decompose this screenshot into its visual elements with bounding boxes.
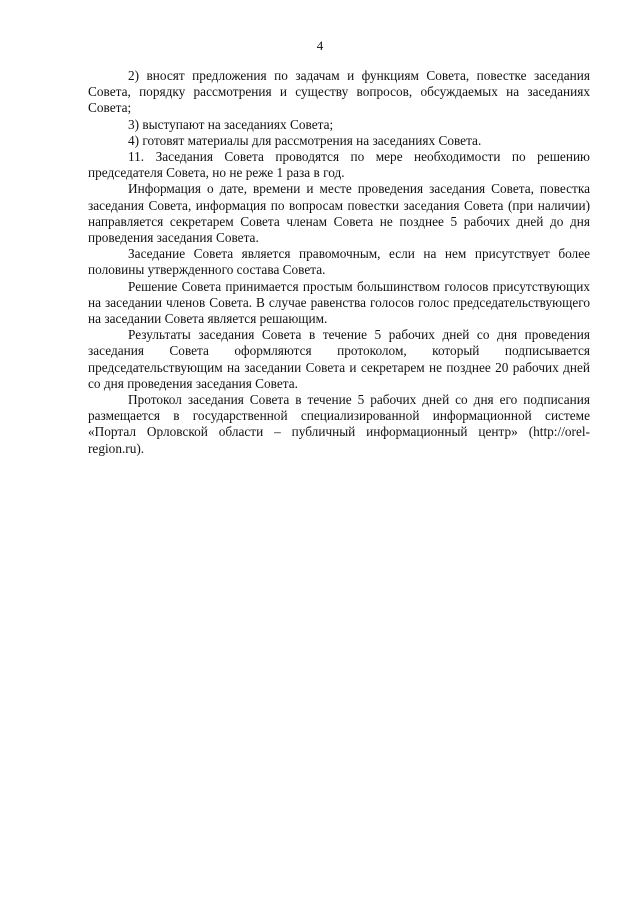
paragraph-clause-11: 11. Заседания Совета проводятся по мере необходимости по решению председателя Совета, но не реже 1 раза в год. (88, 149, 590, 181)
paragraph-item-3: 3) выступают на заседаниях Совета; (128, 116, 334, 132)
paragraph-decision: Решение Совета принимается простым большинством голосов присутствующих на заседании членов Совета. В случае равенства голосов голос председательствующего на заседании Совета является решающим. (88, 278, 590, 327)
document-body (88, 68, 590, 457)
paragraph-quorum: Заседание Совета является правомочным, если на нем присутствует более половины утвержденного состава Совета. (88, 246, 590, 278)
paragraph-results-protocol: Результаты заседания Совета в течение 5 рабочих дней со дня проведения заседания Совета оформляются протоколом, который подписывается председательствующим на заседании Совета и секретарем не позднее 20 рабочих дней со дня проведения заседания Совета. (88, 327, 590, 391)
paragraph-meeting-notice: Информация о дате, времени и месте проведения заседания Совета, повестка заседания Совета, информация по вопросам повестки заседания Совета (при наличии) направляется секретарем Совета членам Совета не позднее 5 рабочих дней до дня проведения заседания Совета. (88, 181, 590, 246)
page-number: 4 (316, 38, 324, 53)
paragraph-item-4: 4) готовят материалы для рассмотрения на заседаниях Совета. (128, 132, 482, 148)
paragraph-protocol-publication: Протокол заседания Совета в течение 5 рабочих дней со дня его подписания размещается в государственной специализированной информационной системе «Портал Орловской области – публичный информационный центр» (http://orel-region.ru). (88, 392, 590, 456)
paragraph-item-2: 2) вносят предложения по задачам и функциям Совета, повестке заседания Совета, порядку рассмотрения и существу вопросов, обсуждаемых на заседаниях Совета; (88, 68, 590, 116)
